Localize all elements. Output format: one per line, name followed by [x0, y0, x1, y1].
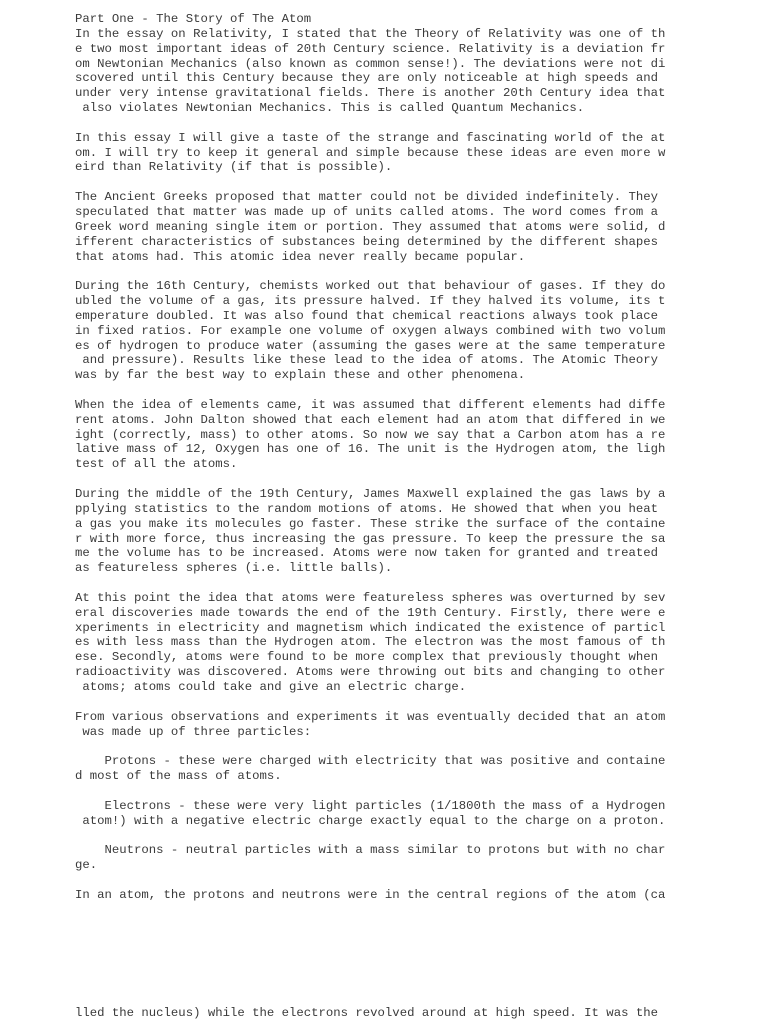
text-line: Electrons - these were very light particles (1/1800th the mass of a Hydrogen [75, 798, 666, 813]
text-line: In the essay on Relativity, I stated that the Theory of Relativity was one of th [75, 26, 666, 41]
text-line: es of hydrogen to produce water (assuming the gases were at the same temperature [75, 338, 666, 353]
text-line: During the middle of the 19th Century, James Maxwell explained the gas laws by a [75, 487, 666, 501]
text-line: ubled the volume of a gas, its pressure halved. If they halved its volume, its t [75, 294, 666, 309]
paragraph [75, 754, 685, 784]
text-line: In an atom, the protons and neutrons were in the central regions of the atom (ca [75, 887, 666, 902]
text-line: At this point the idea that atoms were featureless spheres was overturned by sev [75, 590, 666, 605]
text-line: emperature doubled. It was also found that chemical reactions always took place [75, 308, 658, 323]
text-line: xperiments in electricity and magnetism which indicated the existence of particl [75, 620, 666, 635]
paragraph [75, 190, 685, 264]
paragraph-list [75, 27, 685, 903]
text-line: and pressure). Results like these lead to the idea of atoms. The Atomic Theory [75, 353, 658, 368]
text-line: atoms; atoms could take and give an electric charge. [75, 679, 467, 694]
paragraph [75, 888, 685, 903]
paragraph [75, 27, 685, 116]
text-line: under very intense gravitational fields. There is another 20th Century idea that [75, 86, 666, 101]
text-line: The Ancient Greeks proposed that matter could not be divided indefinitely. They [75, 190, 658, 205]
text-line: ifferent characteristics of substances being determined by the different shapes [75, 234, 658, 249]
text-line: Greek word meaning single item or portion. They assumed that atoms were solid, d [75, 219, 666, 234]
document-body [75, 12, 685, 917]
text-line: r with more force, thus increasing the gas pressure. To keep the pressure the sa [75, 531, 666, 546]
text-line: pplying statistics to the random motions of atoms. He showed that when you heat [75, 501, 658, 516]
text-line: e two most important ideas of 20th Century science. Relativity is a deviation fr [75, 41, 666, 56]
text-line: a gas you make its molecules go faster. These strike the surface of the containe [75, 516, 666, 531]
text-line: om Newtonian Mechanics (also known as common sense!). The deviations were not di [75, 56, 666, 71]
text-line: During the 16th Century, chemists worked out that behaviour of gases. If they do [75, 279, 666, 294]
text-line: ese. Secondly, atoms were found to be more complex that previously thought when [75, 650, 658, 665]
text-line: also violates Newtonian Mechanics. This is called Quantum Mechanics. [75, 101, 585, 116]
next-page-first-line: lled the nucleus) while the electrons revolved around at high speed. It was the [75, 1006, 658, 1020]
text-line: When the idea of elements came, it was assumed that different elements had diffe [75, 397, 666, 412]
text-line: that atoms had. This atomic idea never really became popular. [75, 249, 526, 264]
text-line: speculated that matter was made up of units called atoms. The word comes from a [75, 204, 658, 219]
text-line: eird than Relativity (if that is possible). [75, 160, 393, 175]
text-line: me the volume has to be increased. Atoms were now taken for granted and treated [75, 546, 658, 561]
text-line: es with less mass than the Hydrogen atom. The electron was the most famous of th [75, 635, 666, 650]
document-heading: Part One - The Story of The Atom [75, 12, 312, 26]
paragraph [75, 279, 685, 383]
text-line: atom!) with a negative electric charge exactly equal to the charge on a proton. [75, 813, 666, 828]
paragraph [75, 710, 685, 740]
text-line: was made up of three particles: [75, 724, 312, 739]
text-line: rent atoms. John Dalton showed that each element had an atom that differed in we [75, 412, 666, 427]
text-line: In this essay I will give a taste of the strange and fascinating world of the at [75, 130, 666, 145]
paragraph [75, 398, 685, 472]
text-line: d most of the mass of atoms. [75, 769, 282, 784]
text-line: scovered until this Century because they are only noticeable at high speeds and [75, 71, 658, 86]
text-line: radioactivity was discovered. Atoms were throwing out bits and changing to other [75, 665, 666, 680]
text-line: as featureless spheres (i.e. little balls). [75, 561, 393, 576]
paragraph [75, 843, 685, 873]
text-line: om. I will try to keep it general and simple because these ideas are even more w [75, 145, 666, 160]
text-line: was by far the best way to explain these and other phenomena. [75, 368, 526, 383]
paragraph [75, 131, 685, 176]
text-line: in fixed ratios. For example one volume of oxygen always combined with two volum [75, 323, 666, 338]
paragraph [75, 487, 685, 576]
paragraph [75, 799, 685, 829]
paragraph [75, 591, 685, 695]
text-line: Protons - these were charged with electricity that was positive and containe [75, 754, 666, 769]
text-line: From various observations and experiments it was eventually decided that an atom [75, 709, 666, 724]
text-line: ge. [75, 858, 98, 873]
text-line: eral discoveries made towards the end of the 19th Century. Firstly, there were e [75, 605, 666, 620]
text-line: ight (correctly, mass) to other atoms. So now we say that a Carbon atom has a re [75, 427, 666, 442]
text-line: lative mass of 12, Oxygen has one of 16. The unit is the Hydrogen atom, the ligh [75, 442, 666, 457]
text-line: Neutrons - neutral particles with a mass similar to protons but with no char [75, 843, 666, 858]
text-line: test of all the atoms. [75, 457, 238, 472]
